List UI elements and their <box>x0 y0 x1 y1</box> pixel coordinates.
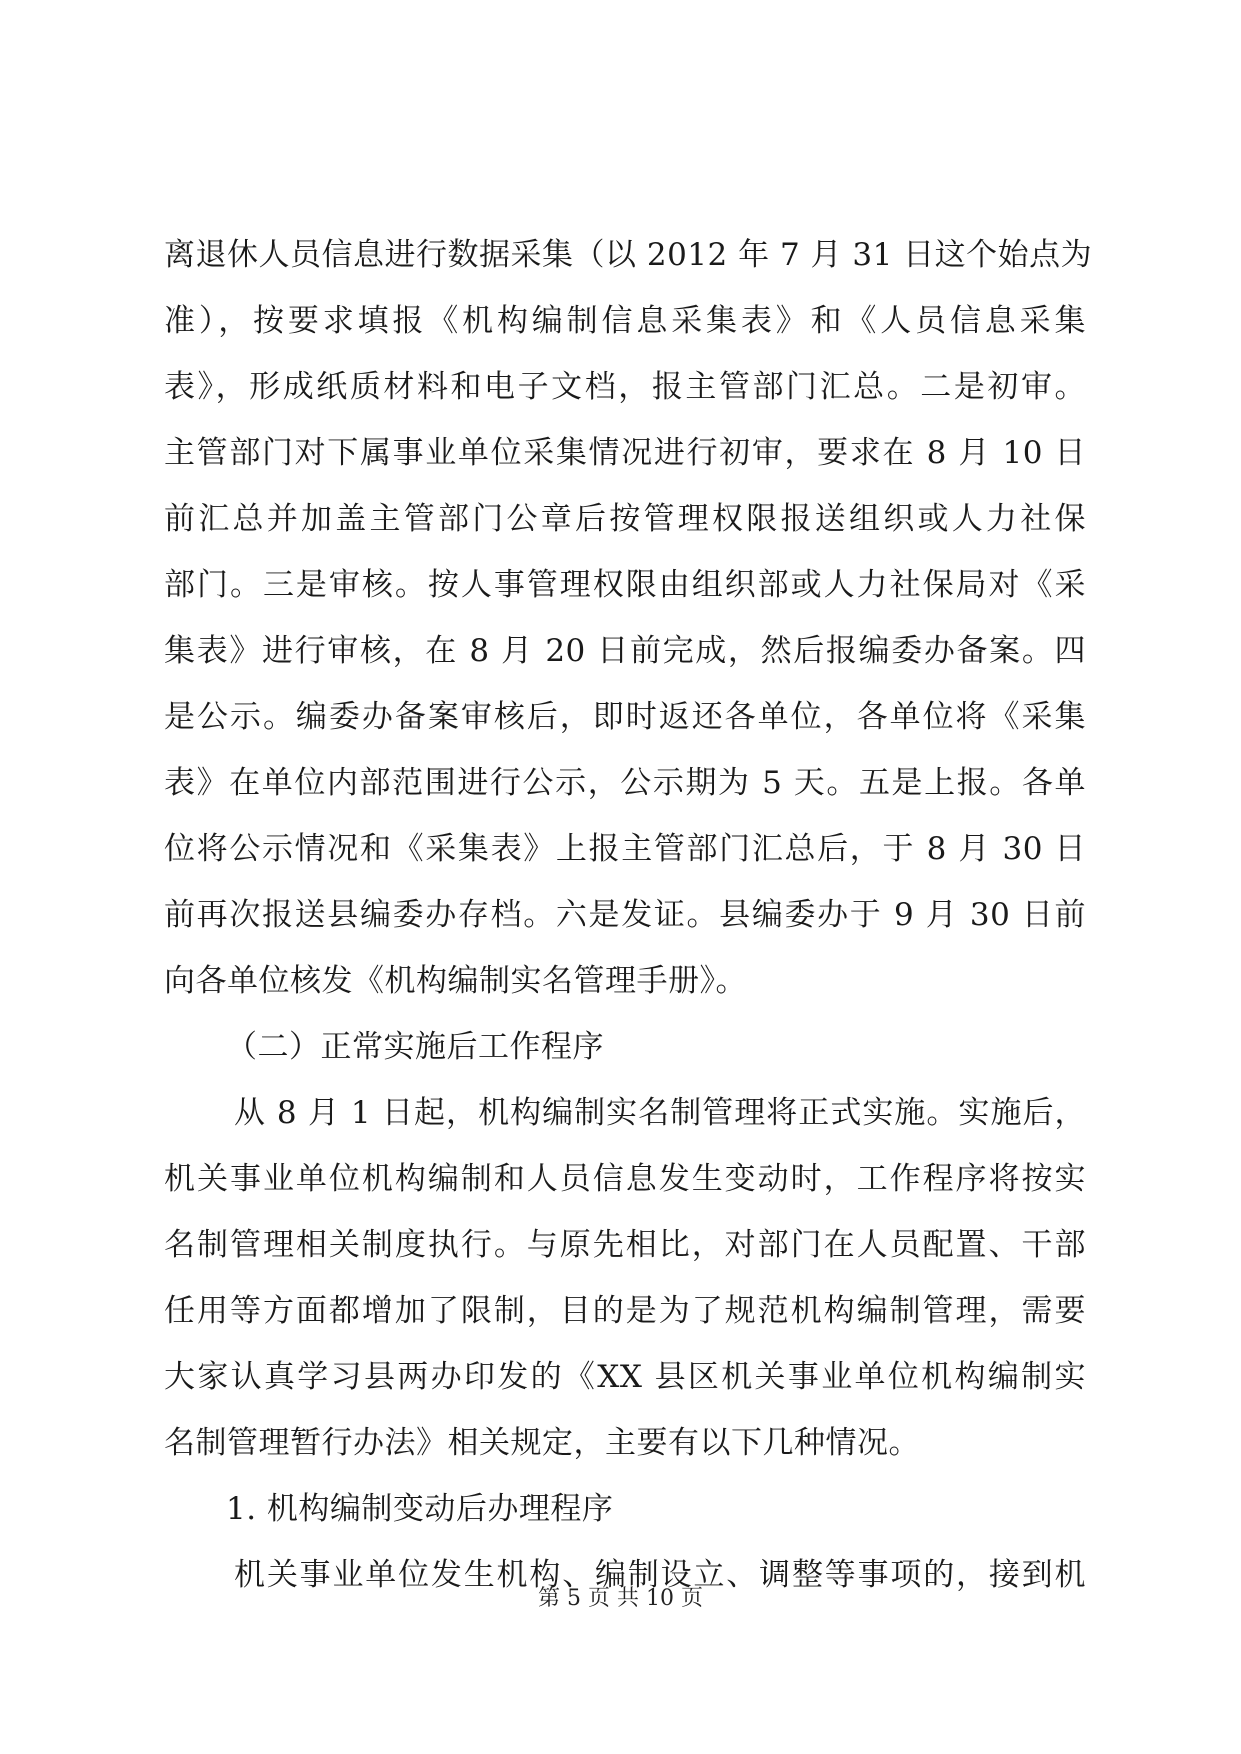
body-line: 任用等方面都增加了限制，目的是为了规范机构编制管理，需要 <box>164 1293 1086 1329</box>
body-line: 向各单位核发《机构编制实名管理手册》。 <box>164 963 747 999</box>
body-line: 名制管理相关制度执行。与原先相比，对部门在人员配置、干部 <box>164 1227 1086 1263</box>
document-body <box>164 222 1093 1608</box>
body-line: 大家认真学习县两办印发的《XX 县区机关事业单位机构编制实 <box>164 1359 1086 1395</box>
body-line: 机关事业单位机构编制和人员信息发生变动时，工作程序将按实 <box>164 1161 1086 1197</box>
body-line: 是公示。编委办备案审核后，即时返还各单位，各单位将《采集 <box>164 699 1086 735</box>
body-line: 集表》进行审核，在 8 月 20 日前完成，然后报编委办备案。四 <box>164 633 1086 669</box>
body-line: 前再次报送县编委办存档。六是发证。县编委办于 9 月 30 日前 <box>164 897 1086 933</box>
body-line: 部门。三是审核。按人事管理权限由组织部或人力社保局对《采 <box>164 567 1086 603</box>
body-line: 前汇总并加盖主管部门公章后按管理权限报送组织或人力社保 <box>164 501 1086 537</box>
body-line: 准），按要求填报《机构编制信息采集表》和《人员信息采集 <box>164 303 1086 339</box>
body-line: 离退休人员信息进行数据采集（以 2012 年 7 月 31 日这个始点为 <box>164 237 1093 273</box>
section-heading: （二）正常实施后工作程序 <box>226 1029 604 1065</box>
body-line: 表》在单位内部范围进行公示，公示期为 5 天。五是上报。各单 <box>164 765 1086 801</box>
body-line: 表》，形成纸质材料和电子文档，报主管部门汇总。二是初审。 <box>164 369 1086 405</box>
body-line: 位将公示情况和《采集表》上报主管部门汇总后，于 8 月 30 日 <box>164 831 1086 867</box>
body-line: 主管部门对下属事业单位采集情况进行初审，要求在 8 月 10 日 <box>164 435 1086 471</box>
paragraph-first-line: 从 8 月 1 日起，机构编制实名制管理将正式实施。实施后， <box>234 1095 1086 1131</box>
body-line: 名制管理暂行办法》相关规定，主要有以下几种情况。 <box>164 1425 920 1461</box>
subsection-heading: 1. 机构编制变动后办理程序 <box>226 1491 614 1527</box>
paragraph-first-line: 机关事业单位发生机构、编制设立、调整等事项的，接到机 <box>234 1557 1086 1593</box>
page-number-footer: 第 5 页 共 10 页 <box>538 1586 703 1611</box>
